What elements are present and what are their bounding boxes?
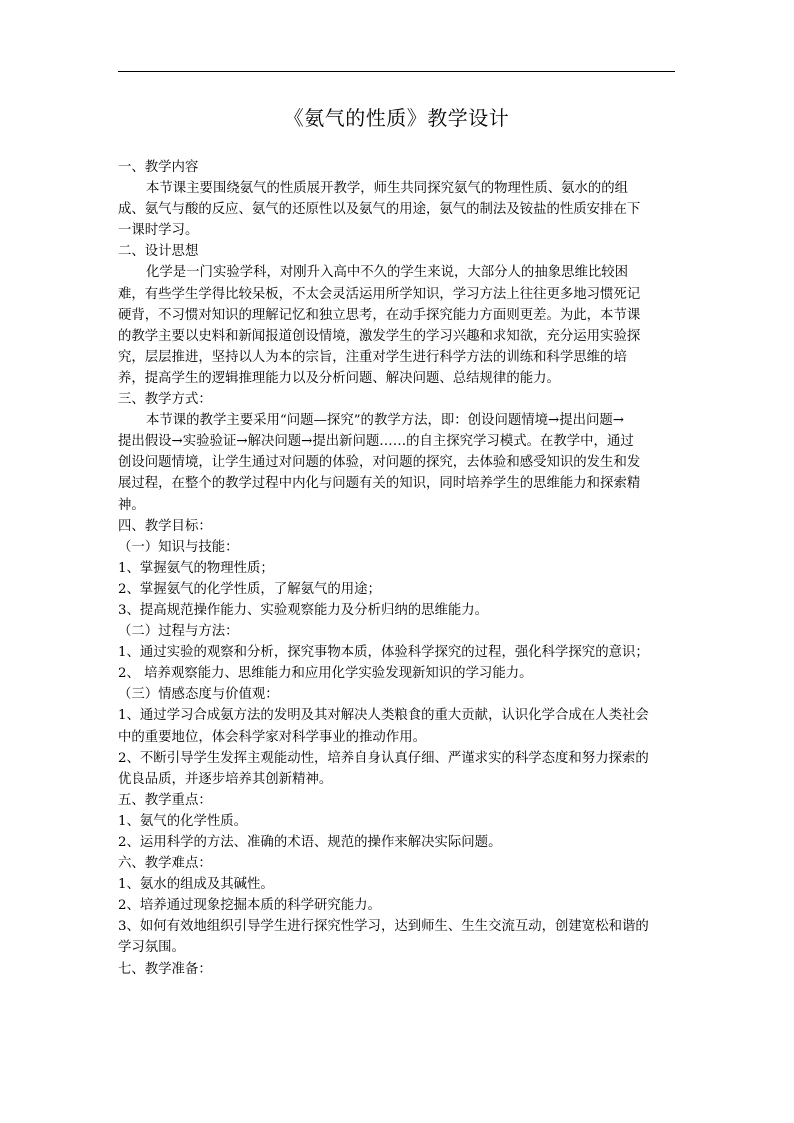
- text-line: 优良品质，并逐步培养其创新精神。: [118, 771, 333, 787]
- text-line: 提出假设→实验验证→解决问题→提出新问题……的自主探究学习模式。在教学中，通过: [118, 434, 634, 450]
- text-line: 究，层层推进，坚持以人为本的宗旨，注重对学生进行科学方法的训练和科学思维的培: [118, 349, 627, 365]
- text-line: 中的重要地位，体会科学家对科学事业的推动作用。: [118, 729, 426, 745]
- text-line: 养，提高学生的逻辑推理能力以及分析问题、解决问题、总结规律的能力。: [118, 370, 560, 386]
- text-line: （一）知识与技能：: [118, 539, 239, 555]
- text-line: 神。: [118, 497, 145, 513]
- text-line: 成、氨气与酸的反应、氨气的还原性以及氨气的用途，氨气的制法及铵盐的性质安排在下: [118, 202, 641, 218]
- text-line: 学习氛围。: [118, 940, 185, 956]
- text-line: 1、通过学习合成氨方法的发明及其对解决人类粮食的重大贡献，认识化学合成在人类社会: [118, 708, 649, 724]
- text-line: （二）过程与方法：: [118, 624, 239, 640]
- text-line: 六、教学难点：: [118, 856, 212, 872]
- text-line: 一、教学内容: [118, 160, 199, 175]
- header-rule: [118, 71, 675, 72]
- document-title: 《氨气的性质》教学设计: [283, 106, 510, 130]
- text-line: 2、 培养观察能力、思维能力和应用化学实验发现新知识的学习能力。: [118, 666, 533, 682]
- text-line: 1、氨水的组成及其碱性。: [118, 877, 274, 893]
- text-line: 二、设计思想: [118, 244, 199, 260]
- text-line: 2、运用科学的方法、准确的术语、规范的操作来解决实际问题。: [118, 835, 502, 850]
- text-line: 一课时学习。: [118, 223, 199, 239]
- text-line: 1、掌握氨气的物理性质；: [118, 560, 274, 576]
- text-line: 2、掌握氨气的化学性质，了解氨气的用途；: [118, 581, 381, 597]
- text-line: 1、氨气的化学性质。: [118, 813, 248, 829]
- text-line: 本节课的教学主要采用“问题—探究”的教学方法，即：创设问题情境→提出问题→: [146, 413, 625, 429]
- text-line: 硬背，不习惯对知识的理解记忆和独立思考，在动手探究能力方面则更差。为此，本节课: [118, 307, 641, 323]
- text-line: 3、如何有效地组织引导学生进行探究性学习，达到师生、生生交流互动，创建宽松和谐的: [118, 919, 649, 935]
- text-line: 1、通过实验的观察和分析，探究事物本质，体验科学探究的过程，强化科学探究的意识；: [118, 645, 649, 661]
- text-line: 的教学主要以史料和新闻报道创设情境，激发学生的学习兴趣和求知欲，充分运用实验探: [118, 328, 641, 344]
- text-line: 本节课主要围绕氨气的性质展开教学，师生共同探究氨气的物理性质、氨水的的组: [146, 181, 629, 197]
- text-line: 七、教学准备：: [118, 961, 212, 977]
- text-line: 四、教学目标：: [118, 518, 212, 534]
- text-line: 三、教学方式：: [118, 392, 212, 408]
- text-line: 2、不断引导学生发挥主观能动性，培养自身认真仔细、严谨求实的科学态度和努力探索的: [118, 750, 649, 766]
- text-line: 化学是一门实验学科，对刚升入高中不久的学生来说，大部分人的抽象思维比较困: [146, 265, 629, 281]
- document-body: [118, 157, 675, 980]
- text-line: （三）情感态度与价值观：: [118, 687, 279, 703]
- text-line: 难，有些学生学得比较呆板，不太会灵活运用所学知识，学习方法上往往更多地习惯死记: [118, 286, 641, 302]
- text-line: 展过程，在整个的教学过程中内化与问题有关的知识，同时培养学生的思维能力和探索精: [118, 476, 641, 492]
- text-line: 创设问题情境，让学生通过对问题的体验，对问题的探究，去体验和感受知识的发生和发: [118, 455, 641, 471]
- text-line: 3、提高规范操作能力、实验观察能力及分析归纳的思维能力。: [118, 602, 489, 618]
- text-line: 五、教学重点：: [118, 792, 212, 808]
- text-line: 2、培养通过现象挖掘本质的科学研究能力。: [118, 898, 381, 914]
